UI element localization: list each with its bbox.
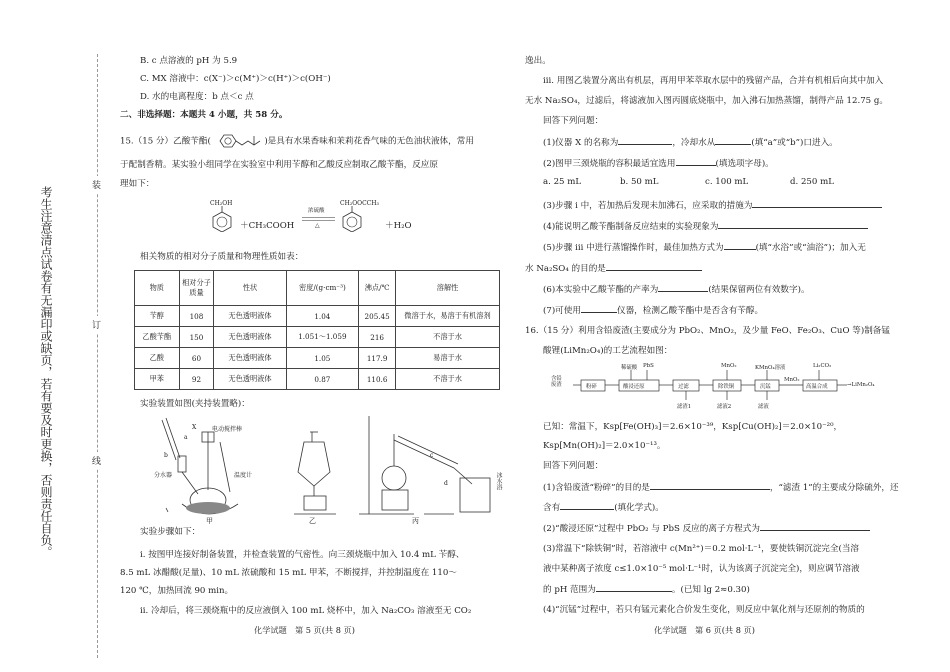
table-cell: 苄醇 bbox=[135, 306, 180, 327]
table-intro: 相关物质的相对分子质量和物理性质如表： bbox=[140, 252, 304, 262]
q16-part3-line3 bbox=[543, 582, 750, 595]
flow-input-pbs: PbS bbox=[643, 363, 654, 369]
s1-text-c: 含有 bbox=[543, 503, 561, 513]
section-title: 二、非选择题：本题共 4 小题，共 58 分。 bbox=[120, 110, 288, 120]
table-row bbox=[135, 348, 500, 369]
label-stirrer: 电动搅拌棒 bbox=[212, 426, 243, 433]
question-2 bbox=[543, 156, 774, 169]
reactant-group: CH₂OH bbox=[210, 200, 233, 207]
table-header: 密度/(g·cm⁻³) bbox=[286, 271, 359, 306]
properties-table bbox=[134, 270, 500, 390]
label-b: b bbox=[164, 452, 168, 459]
q16-line2: 酸锂(LiMn₂O₄)的工艺流程如图： bbox=[543, 346, 673, 356]
benzene-ring-icon bbox=[210, 206, 234, 232]
q16-part3-line2: 液中某种离子浓度 c≤1.0×10⁻⁵ mol·L⁻¹时，认为该离子沉淀完全)，则应调节溶液 bbox=[543, 564, 860, 574]
side-notice: 考生注意清点试卷有无漏印或缺页，若有要及时更换，否则责任自负。 bbox=[39, 186, 53, 558]
label-x: X bbox=[192, 424, 197, 431]
q16-line1: 16.（15 分）利用含铅废渣(主要成分为 PbO₂、MnO₂，及少量 FeO、Fe₂O₃、CuO 等)制备锰 bbox=[525, 326, 890, 336]
flow-waste-1: 滤渣1 bbox=[677, 404, 692, 410]
product-group: CH₂OOCCH₃ bbox=[340, 200, 379, 207]
q15-line2: 于配制香精。某实验小组同学在实验室中利用苄醇和乙酸反应制取乙酸苄酯，反应原 bbox=[120, 160, 438, 170]
q5-text-c: 水 Na₂SO₄ 的目的是 bbox=[525, 264, 606, 274]
table-cell: 110.6 bbox=[359, 369, 396, 390]
q16-part1 bbox=[543, 480, 899, 493]
q2-text-a: (2)图甲三颈烧瓶的容积最适宜选用 bbox=[543, 159, 676, 169]
option-d: d. 250 mL bbox=[790, 177, 834, 187]
flow-input-li2co3: Li₂CO₃ bbox=[813, 363, 832, 369]
page-footer-right: 化学试题 第 6 页(共 8 页) bbox=[654, 625, 755, 635]
caption-yi: 乙 bbox=[309, 517, 316, 525]
known-line1: 已知：常温下，Ksp[Fe(OH)₃]＝2.6×10⁻³⁹，Ksp[Cu(OH)₂]＝2.0×10⁻²⁰， bbox=[543, 422, 843, 432]
step-i-line1: i. 按图甲连接好制备装置，并检查装置的气密性。向三颈烧瓶中加入 10.4 mL 苄醇、 bbox=[140, 550, 465, 560]
flow-mid-mno2: MnO₂ bbox=[784, 377, 800, 383]
q16-part2 bbox=[543, 521, 870, 534]
table-cell: 117.9 bbox=[359, 348, 396, 369]
figure-intro: 实验装置如图(夹持装置略)： bbox=[140, 399, 250, 409]
flow-waste-3: 滤液 bbox=[758, 404, 769, 410]
label-ice-bath: 冰水浴 bbox=[495, 472, 502, 490]
q15-line1 bbox=[120, 133, 474, 149]
step-i-line3: 120 ℃，加热回流 90 min。 bbox=[120, 586, 234, 596]
label-c: c bbox=[430, 452, 434, 459]
reactant-acetic-acid: ＋CH₃COOH bbox=[240, 221, 295, 231]
question-5 bbox=[543, 240, 866, 253]
option-c: C. MX 溶液中：c(X⁻)＞c(M⁺)＞c(H⁺)＞c(OH⁻) bbox=[140, 74, 331, 84]
step-iii-line2: 无水 Na₂SO₄，过滤后，将滤液加入图丙圆底烧瓶中，加入沸石加热蒸馏，制得产品 12.75 g。 bbox=[525, 96, 888, 106]
margin-label-ding: 订 bbox=[92, 316, 101, 333]
caption-bing: 丙 bbox=[412, 517, 419, 525]
s3-text-b: 。(已知 lg 2≈0.30) bbox=[671, 585, 750, 595]
answer-blank[interactable] bbox=[658, 282, 708, 292]
table-header: 相对分子质量 bbox=[179, 271, 214, 306]
question-4 bbox=[543, 219, 868, 232]
q1-text-c: (填“a”或“b”)口进入。 bbox=[751, 138, 838, 148]
option-c: c. 100 mL bbox=[705, 177, 749, 187]
q16-part1-cont bbox=[543, 500, 664, 513]
option-a: a. 25 mL bbox=[543, 177, 582, 187]
step-i-line2: 8.5 mL 冰醋酸(足量)、10 mL 浓硫酸和 15 mL 甲苯，不断搅拌，并控制温度在 110～ bbox=[120, 568, 457, 578]
answer-blank[interactable] bbox=[676, 156, 716, 166]
flow-input-kmno4: KMnO₄溶液 bbox=[755, 365, 786, 371]
table-cell: 150 bbox=[179, 327, 214, 348]
answer-blank[interactable] bbox=[618, 135, 672, 145]
q7-text-a: (7)可使用 bbox=[543, 306, 581, 316]
answer-blank[interactable] bbox=[718, 219, 868, 229]
option-b: b. 50 mL bbox=[620, 177, 659, 187]
flow-waste-2: 滤液2 bbox=[717, 404, 732, 410]
q6-text-b: (结果保留两位有效数字)。 bbox=[708, 285, 810, 295]
label-a: a bbox=[184, 434, 188, 441]
question-1 bbox=[543, 135, 838, 148]
q1-text-b: ，冷却水从 bbox=[672, 138, 716, 148]
benzene-ring-icon bbox=[340, 206, 364, 232]
binding-line bbox=[97, 54, 98, 658]
table-row bbox=[135, 369, 500, 390]
benzyl-acetate-structure bbox=[214, 133, 262, 149]
answer-blank[interactable] bbox=[606, 261, 702, 271]
flow-feed bbox=[551, 376, 562, 388]
answer-blank[interactable] bbox=[650, 480, 770, 490]
answer-prompt: 回答下列问题： bbox=[543, 116, 604, 126]
table-header: 沸点/℃ bbox=[359, 271, 396, 306]
flow-product: →LiMn₂O₄ bbox=[847, 382, 875, 388]
label-separator: 分水器 bbox=[154, 472, 173, 479]
label-d: d bbox=[444, 480, 448, 487]
s1-text-a: (1)含铅废渣“粉碎”的目的是 bbox=[543, 483, 650, 493]
table-cell: 无色透明液体 bbox=[214, 306, 286, 327]
q5-text-a: (5)步骤 iii 中进行蒸馏操作时，最佳加热方式为 bbox=[543, 243, 724, 253]
option-b: B. c 点溶液的 pH 为 5.9 bbox=[140, 56, 238, 66]
table-cell: 不溶于水 bbox=[396, 369, 500, 390]
answer-blank[interactable] bbox=[752, 198, 882, 208]
table-cell: 108 bbox=[179, 306, 214, 327]
step-iii-line1: iii. 用图乙装置分离出有机层，再用甲苯萃取水层中的残留产品，合并有机相后向其中加入 bbox=[543, 76, 884, 86]
q5-text-b: (填“水浴”或“油浴”)；加入无 bbox=[755, 243, 866, 253]
flow-box-precip: 沉锰 bbox=[760, 384, 771, 390]
flow-box-filter: 过滤 bbox=[678, 384, 689, 390]
s1-text-d: (填化学式)。 bbox=[614, 503, 664, 513]
answer-blank[interactable] bbox=[560, 500, 614, 510]
q2-text-b: (填选项字母)。 bbox=[715, 159, 774, 169]
table-cell: 乙酸 bbox=[135, 348, 180, 369]
caption-jia: 甲 bbox=[206, 517, 213, 525]
step-ii-line1: ii. 冷却后，将三颈烧瓶中的反应液倒入 100 mL 烧杯中，加入 Na₂CO₃ 溶液至无 CO₂ bbox=[140, 606, 472, 616]
answer-blank[interactable] bbox=[581, 303, 617, 313]
apparatus-figure bbox=[154, 412, 502, 526]
flow-input-acid: 稀硫酸 bbox=[621, 365, 638, 371]
feed-line1: 含铅 bbox=[551, 376, 562, 382]
question-5-cont bbox=[525, 261, 702, 274]
flow-input-mno2: MnO₂ bbox=[721, 363, 737, 369]
table-cell: 1.051～1.059 bbox=[286, 327, 359, 348]
feed-line2: 废渣 bbox=[551, 382, 562, 388]
step-ii-cont: 逸出。 bbox=[525, 56, 551, 66]
table-row bbox=[135, 306, 500, 327]
table-cell: 无色透明液体 bbox=[214, 369, 286, 390]
margin-label-xian: 线 bbox=[92, 452, 101, 469]
margin-label-zhuang: 装 bbox=[92, 176, 101, 193]
question-7 bbox=[543, 303, 763, 316]
product-water: ＋H₂O bbox=[385, 221, 412, 231]
q15-text-a: 15.（15 分）乙酸苄酯( bbox=[120, 136, 211, 147]
table-cell: 1.05 bbox=[286, 348, 359, 369]
table-header: 性状 bbox=[214, 271, 286, 306]
flow-box-leach: 酸浸还原 bbox=[623, 384, 645, 390]
answer-blank[interactable] bbox=[760, 521, 870, 531]
table-row bbox=[135, 327, 500, 348]
table-cell: 92 bbox=[179, 369, 214, 390]
table-cell: 不溶于水 bbox=[396, 327, 500, 348]
page-footer-left: 化学试题 第 5 页(共 8 页) bbox=[254, 625, 355, 635]
answer-prompt-16: 回答下列问题： bbox=[543, 461, 604, 471]
table-cell: 甲苯 bbox=[135, 369, 180, 390]
table-cell: 205.45 bbox=[359, 306, 396, 327]
question-6 bbox=[543, 282, 810, 295]
reaction-equation bbox=[210, 200, 500, 240]
table-cell: 乙酸苄酯 bbox=[135, 327, 180, 348]
q1-text-a: (1)仪器 X 的名称为 bbox=[543, 138, 619, 148]
flow-box-crush: 粉碎 bbox=[586, 384, 597, 390]
known-line2: Ksp[Mn(OH)₂]＝2.0×10⁻¹³。 bbox=[543, 441, 666, 451]
question-3 bbox=[543, 198, 882, 211]
s1-text-b: ，“滤渣 1”的主要成分除硫外，还 bbox=[769, 483, 899, 493]
q7-text-b: 仪器，检测乙酸苄酯中是否含有苄醇。 bbox=[616, 306, 764, 316]
process-flow bbox=[551, 362, 891, 420]
steps-title: 实验步骤如下： bbox=[140, 527, 201, 537]
flow-box-remove: 除铁铜 bbox=[718, 384, 735, 390]
table-cell: 无色透明液体 bbox=[214, 327, 286, 348]
table-header-row bbox=[135, 271, 500, 306]
answer-blank[interactable] bbox=[715, 135, 751, 145]
table-cell: 微溶于水，易溶于有机溶剂 bbox=[396, 306, 500, 327]
flow-lines bbox=[551, 362, 891, 420]
flow-box-synth: 高温合成 bbox=[806, 384, 828, 390]
table-cell: 216 bbox=[359, 327, 396, 348]
q15-text-b: )是具有水果香味和茉莉花香气味的无色油状液体，常用 bbox=[264, 136, 474, 147]
table-header: 溶解性 bbox=[396, 271, 500, 306]
condition-bottom: △ bbox=[315, 222, 320, 229]
condition-top: 浓硫酸 bbox=[308, 208, 325, 214]
answer-blank[interactable] bbox=[596, 582, 672, 592]
table-cell: 1.04 bbox=[286, 306, 359, 327]
q16-part4: (4)“沉锰”过程中，若只有锰元素化合价发生变化，则反应中氧化剂与还原剂的物质的 bbox=[543, 605, 865, 615]
label-thermometer: 温度计 bbox=[234, 472, 253, 479]
table-header: 物质 bbox=[135, 271, 180, 306]
table-cell: 无色透明液体 bbox=[214, 348, 286, 369]
apparatus-drawing bbox=[154, 412, 494, 520]
option-d: D. 水的电离程度：b 点＜c 点 bbox=[140, 92, 254, 102]
q15-line3: 理如下： bbox=[120, 179, 155, 189]
q16-part3-line1: (3)常温下“除铁铜”时，若溶液中 c(Mn²⁺)＝0.2 mol·L⁻¹，要使铁铜沉淀完全(当溶 bbox=[543, 544, 860, 554]
s3-text-a: 的 pH 范围为 bbox=[543, 585, 596, 595]
q3-text: (3)步骤 i 中，若加热后发现未加沸石，应采取的措施为 bbox=[543, 201, 753, 211]
table-cell: 60 bbox=[179, 348, 214, 369]
q4-text: (4)能说明乙酸苄酯制备反应结束的实验现象为 bbox=[543, 222, 719, 232]
table-cell: 易溶于水 bbox=[396, 348, 500, 369]
answer-blank[interactable] bbox=[724, 240, 756, 250]
q6-text-a: (6)本实验中乙酸苄酯的产率为 bbox=[543, 285, 659, 295]
table-cell: 0.87 bbox=[286, 369, 359, 390]
s2-text: (2)“酸浸还原”过程中 PbO₂ 与 PbS 反应的离子方程式为 bbox=[543, 524, 760, 534]
